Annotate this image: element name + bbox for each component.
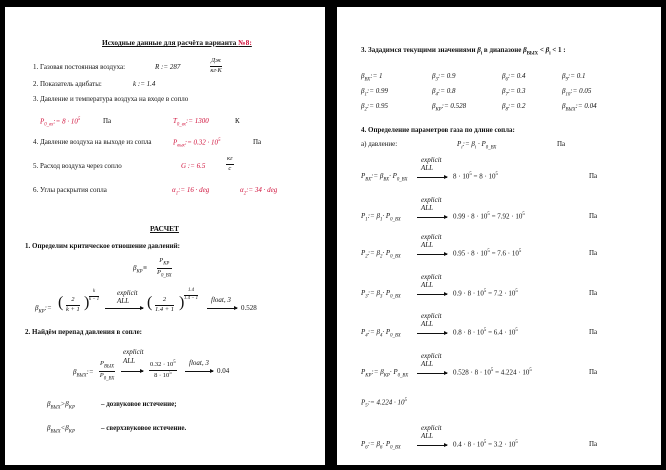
- item2-label: 2. Показатель адибаты:: [33, 80, 102, 88]
- s1-result: 0.528: [241, 304, 257, 312]
- row-lhs: $P_{ВХ}:= \beta_{ВХ}\cdot P_{0\_ВХ}$: [361, 172, 408, 183]
- s2-lhs: $\beta_{ВЫХ}:=$: [73, 368, 94, 379]
- row-lhs: $P_4:= \beta_4\cdot P_{0\_ВХ}$: [361, 328, 401, 339]
- row-lhs: $P_6:= \beta_6\cdot P_{0\_ВХ}$: [361, 440, 401, 451]
- p0-expr: $P_{0\_вх}:= 8 \cdot 10^5$: [40, 117, 81, 128]
- all-label: ALL: [421, 241, 434, 249]
- beta-value: $\beta_2:= 0.95$: [361, 102, 388, 113]
- row-unit: Па: [589, 289, 598, 297]
- s1-all: ALL: [117, 297, 130, 305]
- item2-expr: k := 1.4: [133, 80, 156, 88]
- s1-frac-b: $\frac{2}{1.4 + 1}$: [155, 296, 175, 313]
- all-label: ALL: [421, 320, 434, 328]
- s1-explicit: explicit: [117, 289, 138, 297]
- right-page: [337, 7, 661, 465]
- all-label: ALL: [421, 360, 434, 368]
- item5-label: 5. Расход воздуха через сопло: [33, 162, 122, 170]
- row-unit: Па: [589, 172, 598, 180]
- beta-value: $\beta_{КР}:= 0.528$: [432, 102, 467, 113]
- row-unit: Па: [589, 328, 598, 336]
- item6-label: 6. Углы раскрытия сопла: [33, 186, 107, 194]
- s1-frac-a: $\frac{2}{k + 1}$: [66, 296, 80, 313]
- row-lhs: $P_2:= \beta_2\cdot P_{0\_ВХ}$: [361, 249, 401, 260]
- all-label: ALL: [421, 204, 434, 212]
- s2-float: float, 3: [189, 359, 209, 367]
- beta-value: $\beta_3:= 0.9$: [432, 72, 456, 83]
- s1-heading: 1. Определим критическое отношение давлений:: [25, 242, 181, 250]
- s2-all: ALL: [123, 357, 136, 365]
- beta-value: $\beta_6:= 0.4$: [502, 72, 526, 83]
- row-unit: Па: [589, 368, 598, 376]
- s2-frac: $P_{ВЫХ}$ $P_{0\_ВХ}$: [99, 360, 115, 382]
- s1-eval-lhs: $\beta_{КР}:=$: [35, 304, 52, 315]
- explicit-label: explicit: [421, 352, 442, 360]
- s1-exp-b: $\frac{1.4}{1.4 - 1}$: [184, 288, 199, 301]
- explicit-label: explicit: [421, 196, 442, 204]
- s4a-unit: Па: [557, 140, 566, 148]
- row-calc: $0.99 \cdot 8 \cdot 10^5 = 7.92 \cdot 10^5$: [453, 212, 525, 221]
- item3-label: 3. Давление и температура воздуха на входе в сопло: [33, 95, 189, 103]
- s4-heading: 4. Определение параметров газа по длине сопла:: [361, 126, 515, 134]
- alpha2-expr: $\alpha_2:= 34$ · deg: [240, 186, 278, 197]
- s3-heading: 3. Зададимся текущими значениями $\beta_i$ в диапазоне $\beta_{ВЫХ} < \beta_i < 1$ :: [361, 46, 566, 57]
- explicit-label: explicit: [421, 273, 442, 281]
- explicit-label: explicit: [421, 156, 442, 164]
- s2-heading: 2. Найдём перепад давления в сопле:: [25, 328, 143, 336]
- s4a-formula: $P_i:= \beta_i \cdot P_{0\_ВХ}$: [457, 140, 497, 151]
- cond1-text: – дозвуковое истечение;: [101, 400, 177, 408]
- row-unit: Па: [589, 212, 598, 220]
- item4-expr: $P_{вых}:= 0.32 \cdot 10^5$: [173, 138, 221, 149]
- beta-value: $\beta_8:= 0.2$: [502, 102, 526, 113]
- item5-expr: G := 6.5: [181, 162, 206, 170]
- s4a-label: а) давление:: [361, 140, 398, 148]
- row-calc: $0.9 \cdot 8 \cdot 10^5 = 7.2 \cdot 10^5$: [453, 289, 518, 298]
- item1-label: 1. Газовая постоянная воздуха:: [33, 63, 126, 71]
- all-label: ALL: [421, 164, 434, 172]
- beta-value: $\beta_{ВЫХ}:= 0.04$: [562, 102, 597, 113]
- row-unit: Па: [589, 249, 598, 257]
- explicit-label: explicit: [421, 312, 442, 320]
- beta-value: $\beta_{10}:= 0.05$: [562, 87, 592, 98]
- row-calc: $0.95 \cdot 8 \cdot 10^5 = 7.6 \cdot 10^5$: [453, 249, 522, 258]
- beta-value: $\beta_7:= 0.3$: [502, 87, 526, 98]
- item1-expr: R := 287: [155, 63, 181, 71]
- row-calc: $0.8 \cdot 8 \cdot 10^5 = 6.4 \cdot 10^5$: [453, 328, 518, 337]
- cond2-text: – сверхзвуковое истечение.: [101, 424, 187, 432]
- page-title: Исходные данные для расчёта варианта №8:: [102, 38, 252, 47]
- beta-value: $\beta_9:= 0.1$: [562, 72, 586, 83]
- row-calc: $8 \cdot 10^5 = 8 \cdot 10^5$: [453, 172, 498, 181]
- p0-unit: Па: [103, 117, 112, 125]
- row-lhs: $P_3:= \beta_3\cdot P_{0\_ВХ}$: [361, 289, 401, 300]
- item4-label: 4. Давление воздуха на выходе из сопла: [33, 138, 152, 146]
- alpha1-expr: $\alpha_1:= 16$ · deg: [172, 186, 210, 197]
- row-lhs: $P_1:= \beta_1\cdot P_{0\_ВХ}$: [361, 212, 401, 223]
- item4-unit: Па: [253, 138, 262, 146]
- p5-expr: $P_5:= 4.224 \cdot 10^5$: [361, 398, 407, 409]
- row-unit: Па: [589, 440, 598, 448]
- section-raschet: РАСЧЕТ: [150, 224, 179, 233]
- s2-val-frac: $\frac{0.32 \cdot 10^5}{8 \cdot 10^5}$: [150, 360, 176, 379]
- s1-def-frac: $P_{КР}$ $P_{0\_ВХ}$: [157, 257, 172, 279]
- s1-def: $\beta_{КР}\equiv$: [133, 264, 148, 275]
- left-page: Исходные данные для расчёта варианта №8: 1. Газовая постоянная воздуха: R := 287 Дж кг·К 2. Показатель адибаты: k := 1.4 3. Давление и температура воздуха на входе в сопло $P_{0\_вх}:= 8 \cdot 10^5$ Па $T_{0\_вх}:= 1300$ К 4. Давление воздуха на выходе из сопла $P_{вых}:= 0.32 \cdot 10^5$ Па 5. Расход воздуха через сопло G := 6.5 кг с 6. Углы раскрытия сопла $\alpha_1:= 16$ · deg $\alpha_2:= 34$ · deg РАСЧЕТ 1. Определим критическое отношение давлений: $\beta_{КР}\equiv$ $P_{КР}$ $P_{0\_ВХ}$ $\beta_{КР}:=$ ( $\frac{2}{k + 1}$ ) $\frac{k}{k - 1}$ explicit ALL ( $\frac{2}{1.4 + 1}$ ) $\frac{1.4}{1.4 - 1}$ float, 3 0.528 2. Найдём перепад давления в сопле: $\beta_{ВЫХ}:=$ $P_{ВЫХ}$ $P_{0\_ВХ}$ explicit ALL $\frac{0.32 \cdot 10^5}{8 \cdot 10^5}$ float, 3 0.04 $\beta_{ВЫХ}>\beta_{КР}$ – дозвуковое истечение; $\beta_{ВЫХ}<\beta_{КР}$ – сверхзвуковое истечение.: [5, 7, 325, 465]
- s2-result: 0.04: [217, 367, 230, 375]
- cond2-expr: $\beta_{ВЫХ}<\beta_{КР}$: [47, 424, 75, 435]
- s1-float: float, 3: [211, 296, 231, 304]
- item1-unit: Дж кг·К: [210, 57, 222, 74]
- t0-expr: $T_{0\_вх}:= 1300$: [173, 117, 209, 128]
- row-lhs: $P_{КР}:= \beta_{КР}\cdot P_{0\_ВХ}$: [361, 368, 409, 379]
- t0-unit: К: [235, 117, 240, 125]
- all-label: ALL: [421, 281, 434, 289]
- explicit-label: explicit: [421, 233, 442, 241]
- item5-unit: кг с: [227, 155, 233, 172]
- s1-exp-a: $\frac{k}{k - 1}$: [89, 289, 100, 302]
- explicit-label: explicit: [421, 424, 442, 432]
- row-calc: $0.4 \cdot 8 \cdot 10^5 = 3.2 \cdot 10^5$: [453, 440, 518, 449]
- beta-value: $\beta_{ВХ}:= 1$: [361, 72, 383, 83]
- row-calc: $0.528 \cdot 8 \cdot 10^5 = 4.224 \cdot 10^5$: [453, 368, 532, 377]
- beta-value: $\beta_4:= 0.8$: [432, 87, 456, 98]
- beta-value: $\beta_1:= 0.99$: [361, 87, 388, 98]
- s2-explicit: explicit: [123, 348, 144, 356]
- all-label: ALL: [421, 432, 434, 440]
- cond1-expr: $\beta_{ВЫХ}>\beta_{КР}$: [47, 400, 75, 411]
